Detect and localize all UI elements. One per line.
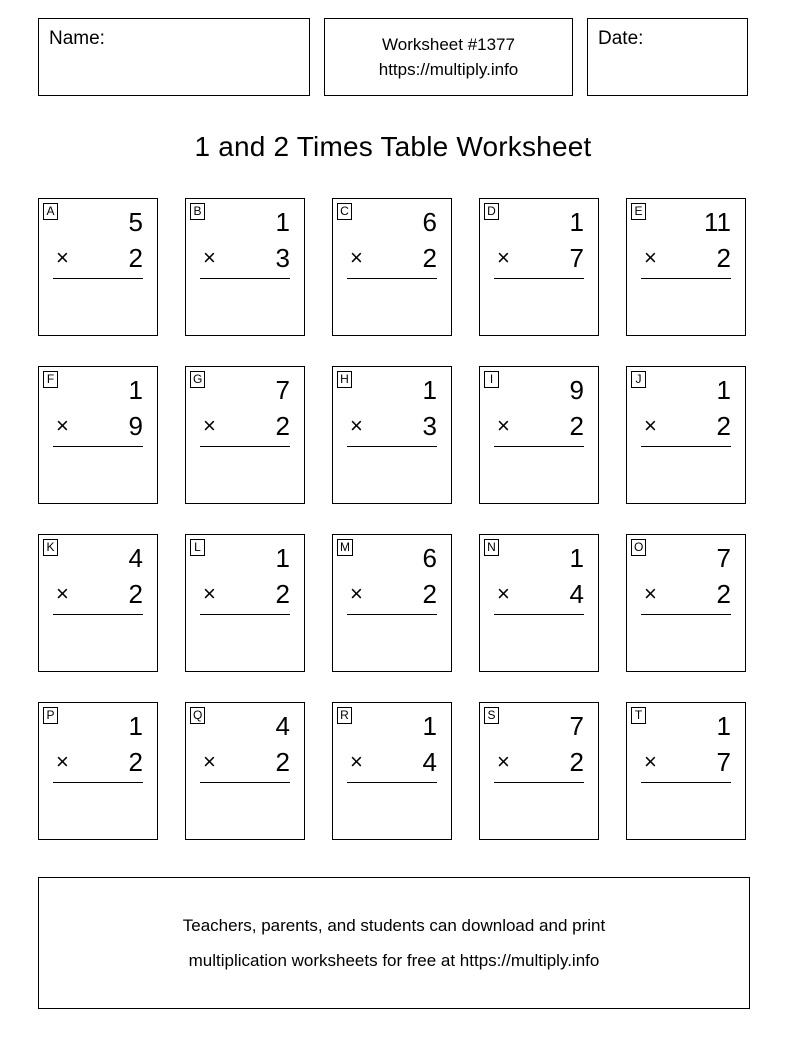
problem-tag: N xyxy=(484,539,499,556)
multiply-icon: × xyxy=(644,581,657,606)
answer-rule xyxy=(494,782,584,783)
problem-cell[interactable] xyxy=(479,198,599,336)
operand-bottom-row xyxy=(186,408,304,444)
worksheet-id: Worksheet #1377 xyxy=(382,35,515,54)
operand-bottom-row xyxy=(186,744,304,780)
operand-bottom-row xyxy=(480,240,598,276)
operand-bottom: 4 xyxy=(569,579,584,609)
problem-tag: P xyxy=(43,707,58,724)
problem-operands xyxy=(480,372,598,447)
problem-cell[interactable] xyxy=(38,366,158,504)
operand-bottom-row xyxy=(480,576,598,612)
problem-operands xyxy=(39,708,157,783)
problem-operands xyxy=(39,372,157,447)
multiply-icon: × xyxy=(644,749,657,774)
name-box[interactable] xyxy=(38,18,310,96)
site-url: https://multiply.info xyxy=(378,60,519,79)
answer-rule xyxy=(347,614,437,615)
operand-bottom: 2 xyxy=(128,747,143,777)
answer-rule xyxy=(200,278,290,279)
operand-top: 4 xyxy=(128,543,143,573)
operand-top: 1 xyxy=(422,375,437,405)
multiply-icon: × xyxy=(350,749,363,774)
multiply-icon: × xyxy=(350,581,363,606)
multiply-icon: × xyxy=(497,413,510,438)
problem-tag: A xyxy=(43,203,58,220)
problem-cell[interactable] xyxy=(626,534,746,672)
problem-tag: D xyxy=(484,203,499,220)
operand-bottom-row xyxy=(39,576,157,612)
operand-bottom: 2 xyxy=(716,411,731,441)
operand-bottom: 7 xyxy=(569,243,584,273)
multiply-icon: × xyxy=(497,245,510,270)
problem-tag: G xyxy=(190,371,205,388)
problem-operands xyxy=(480,540,598,615)
name-label: Name: xyxy=(49,28,105,49)
problem-tag: I xyxy=(484,371,499,388)
operand-top: 1 xyxy=(275,543,290,573)
operand-bottom: 2 xyxy=(128,243,143,273)
problem-cell[interactable] xyxy=(332,534,452,672)
operand-bottom-row xyxy=(627,744,745,780)
problem-operands xyxy=(39,204,157,279)
problem-cell[interactable] xyxy=(38,534,158,672)
date-box[interactable] xyxy=(587,18,748,96)
operand-top: 1 xyxy=(128,375,143,405)
operand-bottom: 4 xyxy=(422,747,437,777)
operand-bottom-row xyxy=(333,408,451,444)
operand-bottom: 2 xyxy=(716,243,731,273)
operand-top: 5 xyxy=(128,207,143,237)
answer-rule xyxy=(641,782,731,783)
problem-cell[interactable] xyxy=(185,534,305,672)
problem-cell[interactable] xyxy=(38,702,158,840)
multiply-icon: × xyxy=(56,245,69,270)
operand-top: 7 xyxy=(275,375,290,405)
problem-tag: Q xyxy=(190,707,205,724)
answer-rule xyxy=(641,446,731,447)
operand-top: 4 xyxy=(275,711,290,741)
answer-rule xyxy=(494,278,584,279)
problem-cell[interactable] xyxy=(332,366,452,504)
problem-tag: F xyxy=(43,371,58,388)
multiply-icon: × xyxy=(56,581,69,606)
problem-tag: O xyxy=(631,539,646,556)
problem-cell[interactable] xyxy=(479,702,599,840)
answer-rule xyxy=(641,614,731,615)
operand-bottom-row xyxy=(39,240,157,276)
problem-cell[interactable] xyxy=(38,198,158,336)
problem-tag: M xyxy=(337,539,353,556)
problem-tag: E xyxy=(631,203,646,220)
multiply-icon: × xyxy=(350,413,363,438)
operand-bottom: 2 xyxy=(569,411,584,441)
multiply-icon: × xyxy=(203,413,216,438)
operand-bottom-row xyxy=(480,408,598,444)
operand-bottom: 3 xyxy=(422,411,437,441)
problem-operands xyxy=(627,372,745,447)
operand-bottom-row xyxy=(480,744,598,780)
problem-operands xyxy=(186,204,304,279)
problem-cell[interactable] xyxy=(626,702,746,840)
problem-operands xyxy=(333,204,451,279)
footer-note xyxy=(38,877,750,1009)
operand-bottom: 7 xyxy=(716,747,731,777)
multiply-icon: × xyxy=(203,749,216,774)
operand-bottom-row xyxy=(39,408,157,444)
problem-operands xyxy=(480,708,598,783)
multiply-icon: × xyxy=(56,413,69,438)
problem-cell[interactable] xyxy=(332,198,452,336)
operand-top: 7 xyxy=(716,543,731,573)
operand-bottom-row xyxy=(627,408,745,444)
operand-bottom: 2 xyxy=(128,579,143,609)
answer-rule xyxy=(200,614,290,615)
problem-tag: C xyxy=(337,203,352,220)
problem-cell[interactable] xyxy=(626,366,746,504)
multiply-icon: × xyxy=(203,245,216,270)
multiply-icon: × xyxy=(350,245,363,270)
date-label: Date: xyxy=(598,28,644,49)
operand-top: 1 xyxy=(128,711,143,741)
problem-cell[interactable] xyxy=(185,198,305,336)
operand-bottom-row xyxy=(333,744,451,780)
problem-tag: J xyxy=(631,371,646,388)
problem-operands xyxy=(186,708,304,783)
operand-top: 1 xyxy=(275,207,290,237)
multiply-icon: × xyxy=(497,581,510,606)
problem-tag: H xyxy=(337,371,352,388)
problem-tag: S xyxy=(484,707,499,724)
problem-operands xyxy=(186,372,304,447)
operand-top: 1 xyxy=(569,543,584,573)
problem-operands xyxy=(333,708,451,783)
operand-bottom: 2 xyxy=(275,411,290,441)
answer-rule xyxy=(347,782,437,783)
answer-rule xyxy=(53,278,143,279)
header xyxy=(38,18,748,98)
page-title: 1 and 2 Times Table Worksheet xyxy=(194,131,592,162)
worksheet-info-box xyxy=(324,18,573,96)
multiply-icon: × xyxy=(497,749,510,774)
problem-operands xyxy=(186,540,304,615)
multiply-icon: × xyxy=(644,245,657,270)
operand-bottom-row xyxy=(627,240,745,276)
operand-bottom-row xyxy=(333,240,451,276)
problem-cell[interactable] xyxy=(332,702,452,840)
problem-cell[interactable] xyxy=(185,702,305,840)
problem-cell[interactable] xyxy=(479,534,599,672)
operand-bottom: 3 xyxy=(275,243,290,273)
multiply-icon: × xyxy=(644,413,657,438)
problem-cell[interactable] xyxy=(479,366,599,504)
operand-top: 1 xyxy=(716,711,731,741)
answer-rule xyxy=(347,446,437,447)
footer-line-1: Teachers, parents, and students can download and print xyxy=(182,916,606,935)
problem-tag: R xyxy=(337,707,352,724)
operand-bottom-row xyxy=(186,576,304,612)
problem-cell[interactable] xyxy=(185,366,305,504)
problem-tag: T xyxy=(631,707,646,724)
operand-bottom: 2 xyxy=(422,579,437,609)
answer-rule xyxy=(53,446,143,447)
answer-rule xyxy=(53,614,143,615)
problem-operands xyxy=(480,204,598,279)
problem-tag: L xyxy=(190,539,205,556)
problem-operands xyxy=(627,708,745,783)
operand-bottom-row xyxy=(186,240,304,276)
answer-rule xyxy=(200,782,290,783)
problem-cell[interactable] xyxy=(626,198,746,336)
multiply-icon: × xyxy=(203,581,216,606)
operand-top: 6 xyxy=(422,207,437,237)
answer-rule xyxy=(53,782,143,783)
answer-rule xyxy=(494,614,584,615)
operand-bottom-row xyxy=(627,576,745,612)
multiply-icon: × xyxy=(56,749,69,774)
operand-top: 6 xyxy=(422,543,437,573)
operand-bottom-row xyxy=(333,576,451,612)
operand-top: 11 xyxy=(704,207,731,237)
operand-top: 7 xyxy=(569,711,584,741)
answer-rule xyxy=(641,278,731,279)
footer-line-2: multiplication worksheets for free at https://multiply.info xyxy=(188,951,600,970)
answer-rule xyxy=(347,278,437,279)
problem-operands xyxy=(333,372,451,447)
problem-operands xyxy=(333,540,451,615)
answer-rule xyxy=(200,446,290,447)
operand-bottom: 9 xyxy=(128,411,143,441)
operand-top: 1 xyxy=(422,711,437,741)
operand-bottom: 2 xyxy=(275,579,290,609)
operand-top: 1 xyxy=(569,207,584,237)
answer-rule xyxy=(494,446,584,447)
operand-bottom: 2 xyxy=(569,747,584,777)
problem-grid xyxy=(38,198,750,840)
operand-top: 9 xyxy=(569,375,584,405)
operand-top: 1 xyxy=(716,375,731,405)
operand-bottom: 2 xyxy=(716,579,731,609)
problem-tag: B xyxy=(190,203,205,220)
operand-bottom: 2 xyxy=(422,243,437,273)
problem-operands xyxy=(627,540,745,615)
problem-operands xyxy=(627,204,745,279)
operand-bottom-row xyxy=(39,744,157,780)
operand-bottom: 2 xyxy=(275,747,290,777)
problem-operands xyxy=(39,540,157,615)
problem-tag: K xyxy=(43,539,58,556)
